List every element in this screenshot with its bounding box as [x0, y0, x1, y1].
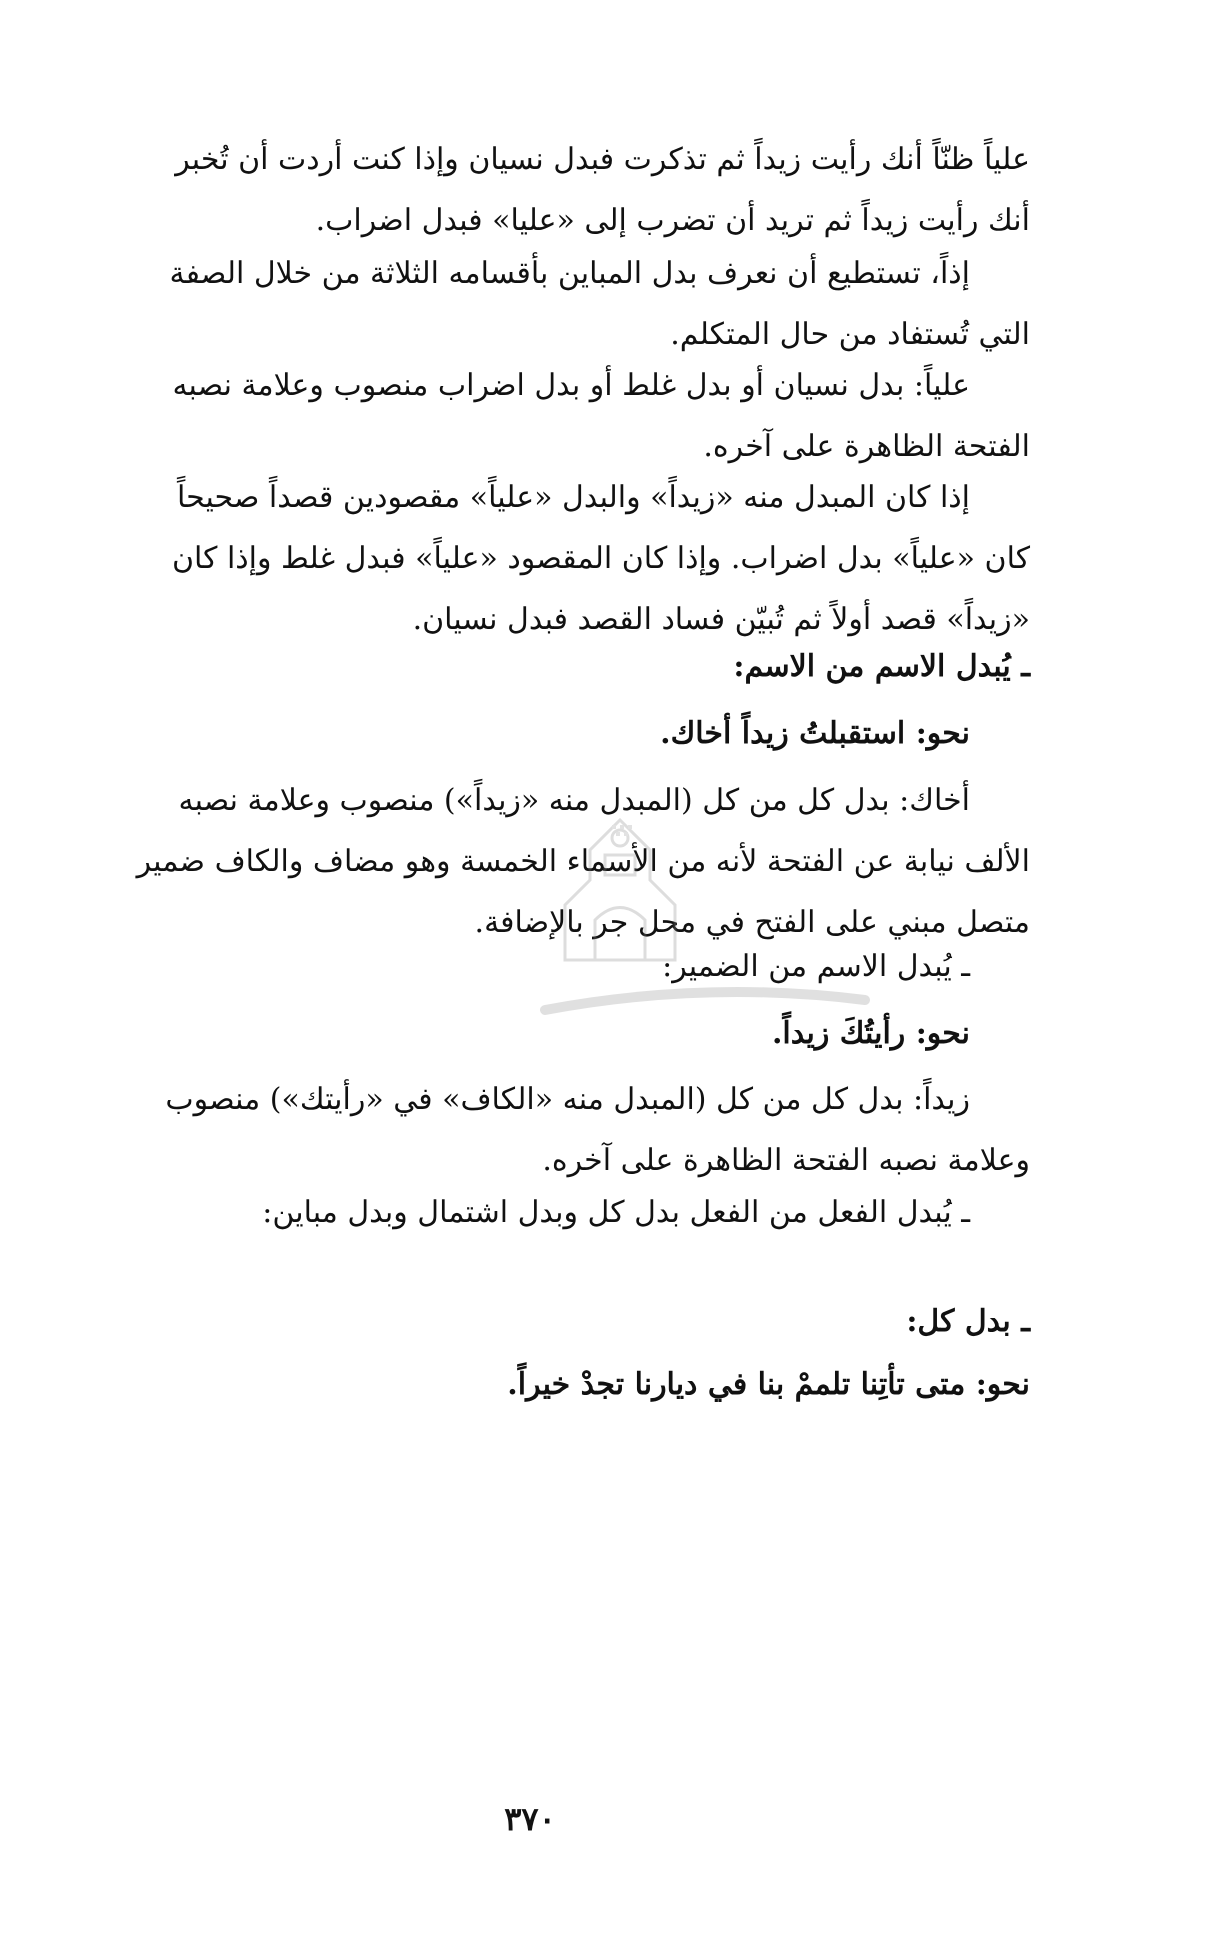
text-line: إذاً، تستطيع أن نعرف بدل المباين بأقسامه الثلاثة من خلال الصفة — [169, 256, 970, 291]
paragraph-4 — [80, 467, 1030, 650]
example-line: نحو: استقبلتُ زيداً أخاك. — [660, 716, 970, 751]
section-heading-1 — [80, 636, 1030, 697]
example-1 — [80, 703, 1030, 764]
text-line: وعلامة نصبه الفتحة الظاهرة على آخره. — [542, 1143, 1030, 1178]
text-line: الفتحة الظاهرة على آخره. — [703, 429, 1030, 464]
paragraph-1 — [80, 129, 1030, 251]
watermark-banner-icon — [540, 980, 870, 1020]
heading-line: ـ بدل كل: — [906, 1304, 1030, 1339]
text-line: الألف نيابة عن الفتحة لأنه من الأسماء الخمسة وهو مضاف والكاف ضمير — [136, 844, 1030, 879]
text-line: التي تُستفاد من حال المتكلم. — [670, 317, 1030, 352]
text-line: إذا كان المبدل منه «زيداً» والبدل «علياً» مقصودين قصداً صحيحاً — [177, 480, 970, 515]
text-line: كان «علياً» بدل اضراب. وإذا كان المقصود «علياً» فبدل غلط وإذا كان — [171, 541, 1030, 576]
text-line: «زيداً» قصد أولاً ثم تُبيّن فساد القصد فبدل نسيان. — [412, 602, 1030, 637]
heading-line: ـ يُبدل الفعل من الفعل بدل كل وبدل اشتمال وبدل مباين: — [262, 1195, 970, 1230]
paragraph-3 — [80, 355, 1030, 477]
section-heading-3 — [80, 1182, 1030, 1243]
page-number: ٣٧٠ — [504, 1800, 556, 1838]
text-line: علياً ظنّاً أنك رأيت زيداً ثم تذكرت فبدل نسيان وإذا كنت أردت أن تُخبر — [175, 142, 1030, 177]
text-line: زيداً: بدل كل من كل (المبدل منه «الكاف» في «رأيتك») منصوب — [165, 1082, 970, 1117]
text-line: علياً: بدل نسيان أو بدل غلط أو بدل اضراب منصوب وعلامة نصبه — [172, 368, 970, 403]
example-3 — [80, 1354, 1030, 1415]
example-line: نحو: رأيتُكَ زيداً. — [771, 1016, 970, 1051]
paragraph-2 — [80, 243, 1030, 365]
text-line: أنك رأيت زيداً ثم تريد أن تضرب إلى «عليا» فبدل اضراب. — [315, 203, 1030, 238]
example-line: نحو: متى تأتِنا تلممْ بنا في ديارنا تجدْ خيراً. — [507, 1367, 1030, 1402]
heading-line: ـ يُبدل الاسم من الاسم: — [733, 649, 1030, 684]
section-heading-4 — [80, 1291, 1030, 1352]
text-line: أخاك: بدل كل من كل (المبدل منه «زيداً») منصوب وعلامة نصبه — [178, 783, 970, 818]
text-line: متصل مبني على الفتح في محل جر بالإضافة. — [474, 905, 1030, 940]
heading-line: ـ يُبدل الاسم من الضمير: — [662, 949, 970, 984]
paragraph-6 — [80, 1069, 1030, 1191]
